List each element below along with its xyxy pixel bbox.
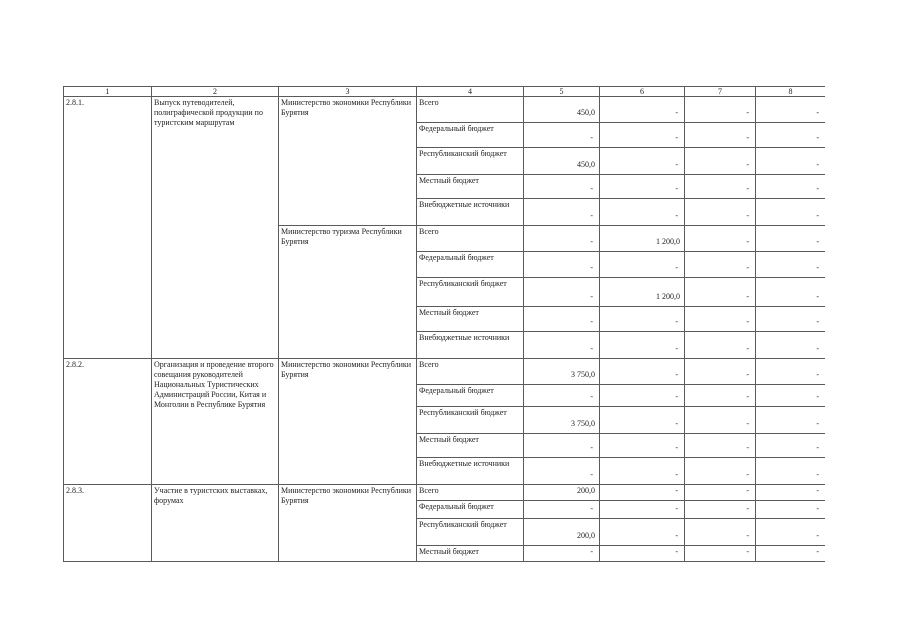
- amount-cell: -: [685, 199, 756, 226]
- amount-cell: -: [685, 501, 756, 519]
- funding-source: Республиканский бюджет: [417, 519, 524, 546]
- amount-cell: 3 750,0: [524, 359, 600, 385]
- funding-source: Федеральный бюджет: [417, 501, 524, 519]
- amount-cell: -: [524, 278, 600, 307]
- amount-cell: -: [600, 546, 685, 562]
- table-row: [64, 359, 826, 385]
- amount-cell: -: [756, 148, 826, 175]
- amount-cell: -: [756, 485, 826, 501]
- amount-cell: -: [600, 385, 685, 407]
- column-number: 1: [64, 87, 152, 97]
- amount-cell: -: [600, 252, 685, 278]
- amount-cell: -: [600, 485, 685, 501]
- amount-cell: -: [756, 546, 826, 562]
- amount-cell: -: [685, 332, 756, 359]
- amount-cell: -: [685, 407, 756, 434]
- amount-cell: -: [685, 123, 756, 148]
- amount-cell: -: [524, 199, 600, 226]
- amount-cell: 3 750,0: [524, 407, 600, 434]
- funding-source: Внебюджетные источники: [417, 199, 524, 226]
- responsible-organization: Министерство туризма Республики Бурятия: [279, 226, 417, 359]
- amount-cell: -: [685, 148, 756, 175]
- funding-source: Всего: [417, 359, 524, 385]
- amount-cell: -: [524, 123, 600, 148]
- amount-cell: -: [600, 407, 685, 434]
- amount-cell: -: [756, 97, 826, 123]
- responsible-organization: Министерство экономики Республики Бурятия: [279, 485, 417, 562]
- amount-cell: -: [600, 519, 685, 546]
- budget-table: [63, 86, 825, 562]
- amount-cell: -: [685, 385, 756, 407]
- funding-source: Федеральный бюджет: [417, 385, 524, 407]
- amount-cell: -: [685, 97, 756, 123]
- column-number: 6: [600, 87, 685, 97]
- amount-cell: -: [756, 407, 826, 434]
- funding-source: Всего: [417, 485, 524, 501]
- amount-cell: -: [756, 519, 826, 546]
- amount-cell: -: [600, 97, 685, 123]
- funding-source: Федеральный бюджет: [417, 123, 524, 148]
- amount-cell: -: [524, 175, 600, 199]
- amount-cell: -: [600, 434, 685, 458]
- amount-cell: -: [685, 359, 756, 385]
- amount-cell: 1 200,0: [600, 278, 685, 307]
- funding-source: Местный бюджет: [417, 434, 524, 458]
- amount-cell: -: [685, 278, 756, 307]
- amount-cell: -: [756, 434, 826, 458]
- measure-title: Организация и проведение второго совещания руководителей Национальных Туристических Администраций России, Китая и Монголии в Республике Бурятия: [152, 359, 279, 485]
- amount-cell: -: [685, 458, 756, 485]
- amount-cell: -: [600, 458, 685, 485]
- amount-cell: -: [685, 519, 756, 546]
- amount-cell: -: [685, 226, 756, 252]
- amount-cell: -: [600, 123, 685, 148]
- column-number: 7: [685, 87, 756, 97]
- amount-cell: 200,0: [524, 485, 600, 501]
- amount-cell: -: [756, 175, 826, 199]
- amount-cell: -: [756, 199, 826, 226]
- measure-number: 2.8.3.: [64, 485, 152, 562]
- table-row: [64, 485, 826, 501]
- amount-cell: -: [756, 458, 826, 485]
- responsible-organization: Министерство экономики Республики Бурятия: [279, 359, 417, 485]
- amount-cell: -: [685, 307, 756, 332]
- amount-cell: -: [600, 501, 685, 519]
- amount-cell: -: [600, 148, 685, 175]
- amount-cell: -: [524, 546, 600, 562]
- funding-source: Местный бюджет: [417, 546, 524, 562]
- amount-cell: -: [524, 434, 600, 458]
- amount-cell: -: [756, 359, 826, 385]
- column-number: 8: [756, 87, 826, 97]
- funding-source: Республиканский бюджет: [417, 407, 524, 434]
- amount-cell: -: [756, 307, 826, 332]
- amount-cell: -: [756, 226, 826, 252]
- responsible-organization: Министерство экономики Республики Бурятия: [279, 97, 417, 226]
- column-number-row: [64, 87, 826, 97]
- amount-cell: 1 200,0: [600, 226, 685, 252]
- amount-cell: -: [524, 252, 600, 278]
- funding-source: Всего: [417, 97, 524, 123]
- amount-cell: -: [685, 252, 756, 278]
- funding-source: Внебюджетные источники: [417, 332, 524, 359]
- amount-cell: -: [524, 501, 600, 519]
- amount-cell: -: [524, 385, 600, 407]
- column-number: 3: [279, 87, 417, 97]
- amount-cell: -: [756, 332, 826, 359]
- amount-cell: -: [600, 307, 685, 332]
- amount-cell: -: [524, 332, 600, 359]
- measure-title: Выпуск путеводителей, полиграфической продукции по туристским маршрутам: [152, 97, 279, 359]
- measure-number: 2.8.1.: [64, 97, 152, 359]
- amount-cell: -: [756, 123, 826, 148]
- amount-cell: -: [524, 307, 600, 332]
- column-number: 4: [417, 87, 524, 97]
- amount-cell: -: [524, 458, 600, 485]
- amount-cell: -: [685, 434, 756, 458]
- table-row: [64, 97, 826, 123]
- amount-cell: -: [600, 332, 685, 359]
- funding-source: Республиканский бюджет: [417, 148, 524, 175]
- funding-source: Местный бюджет: [417, 307, 524, 332]
- amount-cell: 200,0: [524, 519, 600, 546]
- amount-cell: -: [600, 199, 685, 226]
- amount-cell: -: [756, 252, 826, 278]
- amount-cell: -: [756, 385, 826, 407]
- amount-cell: -: [756, 278, 826, 307]
- amount-cell: -: [756, 501, 826, 519]
- column-number: 2: [152, 87, 279, 97]
- amount-cell: -: [600, 175, 685, 199]
- amount-cell: -: [685, 546, 756, 562]
- funding-source: Местный бюджет: [417, 175, 524, 199]
- column-number: 5: [524, 87, 600, 97]
- amount-cell: 450,0: [524, 148, 600, 175]
- amount-cell: 450,0: [524, 97, 600, 123]
- funding-source: Федеральный бюджет: [417, 252, 524, 278]
- funding-source: Всего: [417, 226, 524, 252]
- budget-table-page: [63, 86, 825, 569]
- amount-cell: -: [524, 226, 600, 252]
- amount-cell: -: [600, 359, 685, 385]
- funding-source: Внебюджетные источники: [417, 458, 524, 485]
- amount-cell: -: [685, 485, 756, 501]
- measure-number: 2.8.2.: [64, 359, 152, 485]
- amount-cell: -: [685, 175, 756, 199]
- measure-title: Участие в туристских выставках, форумах: [152, 485, 279, 562]
- funding-source: Республиканский бюджет: [417, 278, 524, 307]
